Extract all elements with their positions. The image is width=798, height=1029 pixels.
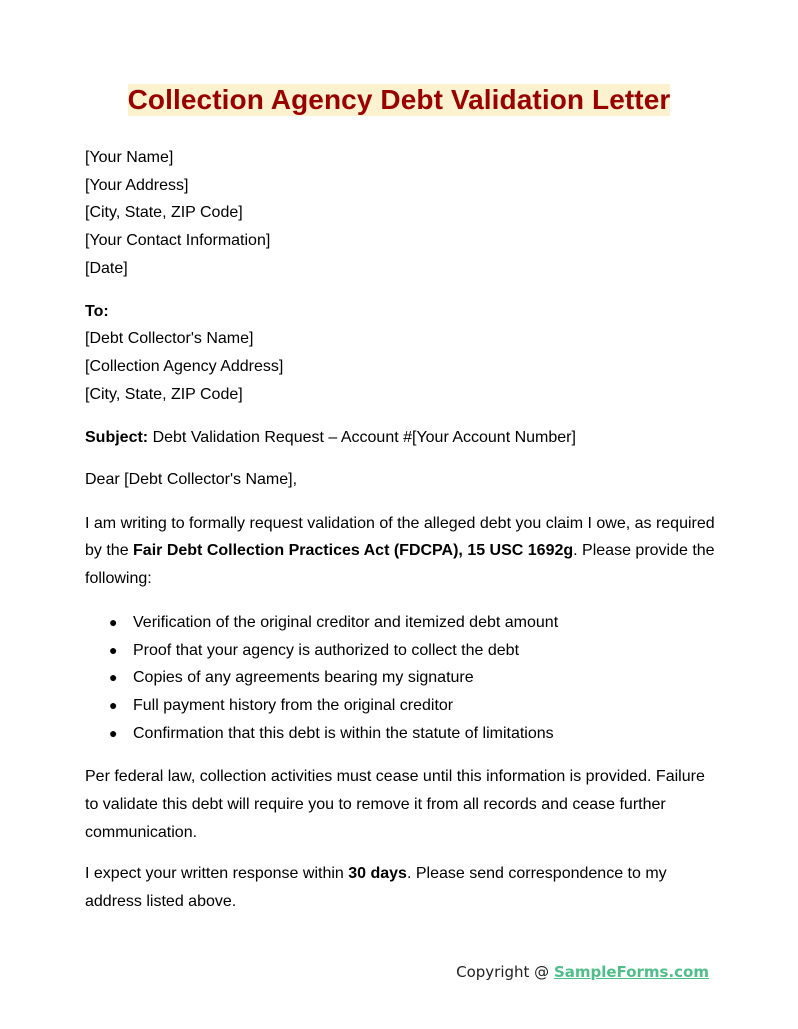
recipient-city: [City, State, ZIP Code] [85, 385, 243, 403]
salutation: Dear [Debt Collector's Name], [85, 471, 298, 489]
list-item: ● Confirmation that this debt is within the statute of limitations [85, 720, 715, 748]
bullet-icon: ● [109, 696, 118, 713]
fdcpa-reference: Fair Debt Collection Practices Act (FDCPA), 15 USC 1692g [133, 542, 574, 560]
closing-paragraph: I expect your written response within 30 days. Please send correspondence to my address listed above. [85, 865, 667, 911]
sender-contact: [Your Contact Information] [85, 232, 271, 250]
letter-body [85, 144, 715, 916]
sender-date: [Date] [85, 259, 128, 277]
sampleforms-link[interactable]: SampleForms.com [553, 963, 709, 981]
page-title: Collection Agency Debt Validation Letter [127, 84, 671, 115]
bullet-icon: ● [109, 724, 118, 741]
intro-paragraph: I am writing to formally request validation of the alleged debt you claim I owe, as required by the Fair Debt Collection Practices Act (FDCPA), 15 USC 1692g. Please provide the following: [85, 514, 715, 588]
recipient-name: [Debt Collector's Name] [85, 330, 254, 348]
list-item: ● Copies of any agreements bearing my signature [85, 664, 715, 692]
copyright-prefix: Copyright @ [456, 963, 554, 981]
list-item: ● Verification of the original creditor and itemized debt amount [85, 609, 715, 637]
list-item: ● Proof that your agency is authorized to collect the debt [85, 637, 715, 665]
bullet-icon: ● [109, 641, 118, 658]
bullet-icon: ● [109, 669, 118, 686]
subject-text: Debt Validation Request – Account #[Your Account Number] [148, 429, 576, 447]
subject-line [85, 424, 715, 452]
bullet-icon: ● [109, 613, 118, 630]
title-wrapper [0, 84, 798, 116]
subject-label: Subject: [85, 429, 149, 447]
sender-city: [City, State, ZIP Code] [85, 204, 243, 222]
recipient-address: [Collection Agency Address] [85, 357, 284, 375]
footer-copyright [456, 963, 709, 981]
deadline: 30 days [348, 865, 407, 883]
request-list [85, 609, 715, 748]
recipient-block [85, 298, 715, 409]
sender-block [85, 144, 715, 283]
list-item: ● Full payment history from the original creditor [85, 692, 715, 720]
recipient-label: To: [85, 302, 109, 320]
sender-address: [Your Address] [85, 176, 189, 194]
sender-name: [Your Name] [85, 149, 174, 166]
law-paragraph: Per federal law, collection activities must cease until this information is provided. Failure to validate this debt will require you to remove it from all records and cease further communication. [85, 768, 705, 841]
